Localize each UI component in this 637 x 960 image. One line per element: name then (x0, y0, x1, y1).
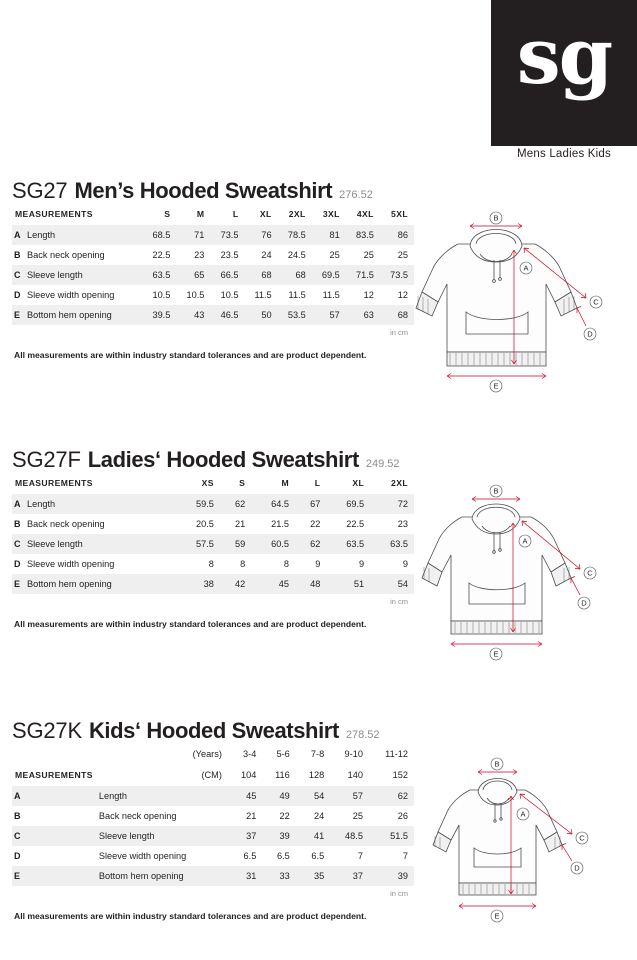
figure-label-b: B (493, 213, 499, 223)
table-row (12, 305, 414, 325)
row-value: 45 (251, 574, 295, 594)
row-value: 86 (380, 225, 414, 245)
tolerance-note: All measurements are within industry standard tolerances and are product dependent. (14, 619, 367, 629)
row-value: 10.5 (152, 290, 171, 300)
row-label: Sleeve length (24, 265, 142, 285)
row-key: D (14, 290, 21, 300)
row-value: 31 (228, 866, 262, 886)
row-value: 68 (244, 265, 277, 285)
size-header-cm: 128 (308, 770, 325, 780)
row-label: Bottom hem opening (24, 574, 176, 594)
row-value: 22 (310, 519, 321, 529)
figure-label-c: C (587, 568, 593, 578)
section-title-sg27k (10, 718, 627, 744)
size-header: S (164, 209, 171, 219)
kids-hoodie-diagram (414, 744, 626, 929)
table-row (12, 574, 414, 594)
size-header-years: 3-4 (243, 749, 257, 759)
row-value: 63 (346, 305, 380, 325)
table-row (12, 554, 414, 574)
row-value: 11.5 (254, 290, 272, 300)
product-code: SG27F (12, 447, 81, 472)
figure-sg27k (414, 744, 627, 929)
table-row (12, 225, 414, 245)
table-row (12, 826, 414, 846)
row-value: 69.5 (326, 494, 370, 514)
row-value: 39 (262, 826, 295, 846)
spec-table-wrap-sg27k (10, 744, 414, 922)
units-label: in cm (390, 597, 408, 606)
figure-label-d: D (587, 329, 593, 339)
measurements-header: MEASUREMENTS (15, 478, 93, 488)
row-value: 51 (326, 574, 370, 594)
row-value: 59 (220, 534, 251, 554)
row-key: E (12, 866, 96, 886)
size-header: 4XL (356, 209, 374, 219)
row-key: B (14, 519, 21, 529)
row-label: Length (24, 494, 176, 514)
figure-label-e: E (494, 911, 500, 921)
figure-label-c: C (579, 833, 585, 843)
size-header-years: 7-8 (310, 749, 325, 759)
row-value: 69.5 (312, 265, 346, 285)
row-value: 23.5 (220, 250, 239, 260)
product-code: SG27K (12, 718, 82, 743)
row-key: A (12, 786, 96, 806)
row-value: 22 (279, 811, 290, 821)
size-header-cm: 152 (392, 770, 408, 780)
row-value: 22.5 (152, 250, 171, 260)
tolerance-note: All measurements are within industry standard tolerances and are product dependent. (14, 350, 367, 360)
row-value: 48 (295, 574, 326, 594)
table-row (12, 494, 414, 514)
row-value: 43 (176, 305, 210, 325)
row-label: Back neck opening (98, 811, 177, 821)
figure-label-a: A (523, 263, 529, 273)
row-value: 76 (244, 225, 277, 245)
ladies-hoodie-diagram (414, 473, 626, 668)
product-name: Ladies‘ Hooded Sweatshirt (87, 447, 359, 472)
brand-logo-block (491, 0, 637, 146)
row-label: Back neck opening (27, 519, 105, 529)
units-label: in cm (390, 889, 408, 898)
row-value: 48.5 (330, 826, 369, 846)
product-code: SG27 (12, 178, 68, 203)
row-label: Length (24, 225, 142, 245)
row-value: 57.5 (176, 534, 220, 554)
row-value: 39 (369, 866, 414, 886)
table-row (12, 846, 414, 866)
row-value: 81 (312, 225, 346, 245)
row-value: 23 (397, 519, 408, 529)
row-value: 10.5 (186, 290, 205, 300)
row-value: 25 (329, 250, 340, 260)
row-value: 45 (228, 786, 262, 806)
row-value: 25 (352, 811, 363, 821)
product-name: Kids‘ Hooded Sweatshirt (88, 718, 339, 743)
table-header-row-cm (12, 765, 414, 786)
row-label: Bottom hem opening (24, 305, 142, 325)
size-header-years: 5-6 (276, 749, 290, 759)
row-value: 68.5 (142, 225, 176, 245)
row-value: 6.5 (311, 851, 325, 861)
row-value: 63.5 (326, 534, 370, 554)
row-value: 63.5 (142, 265, 176, 285)
row-value: 51.5 (369, 826, 414, 846)
row-value: 7 (357, 851, 363, 861)
figure-label-e: E (493, 649, 499, 659)
row-label: Sleeve width opening (98, 851, 187, 861)
size-header: S (239, 478, 246, 488)
size-header-cm: 140 (347, 770, 363, 780)
table-row (12, 514, 414, 534)
row-value: 83.5 (346, 225, 380, 245)
row-value: 33 (262, 866, 295, 886)
size-header: 3XL (322, 209, 340, 219)
row-value: 53.5 (278, 305, 312, 325)
cm-label: (CM) (201, 770, 222, 780)
brand-tagline: Mens Ladies Kids (517, 148, 611, 160)
size-header: XS (201, 478, 214, 488)
row-value: 72 (370, 494, 414, 514)
row-value: 57 (312, 305, 346, 325)
row-value: 21 (246, 811, 257, 821)
spec-table-wrap-sg27 (10, 204, 414, 361)
row-value: 68 (278, 265, 312, 285)
section-sg27 (0, 178, 637, 399)
product-price: 249.52 (365, 458, 400, 470)
row-label: Sleeve length (96, 826, 228, 846)
figure-label-a: A (522, 536, 528, 546)
row-value: 39.5 (142, 305, 176, 325)
row-value: 46.5 (210, 305, 244, 325)
row-label: Sleeve width opening (27, 290, 115, 300)
row-value: 60.5 (251, 534, 295, 554)
row-key: E (12, 305, 24, 325)
row-value: 57 (330, 786, 369, 806)
row-value: 9 (402, 559, 408, 569)
row-key: B (14, 250, 21, 260)
row-value: 62 (295, 534, 326, 554)
row-value: 50 (244, 305, 277, 325)
section-sg27f (0, 447, 637, 668)
measurements-header: MEASUREMENTS (15, 209, 93, 219)
row-value: 37 (330, 866, 369, 886)
spec-table-sg27f (12, 473, 414, 594)
row-value: 25 (397, 250, 408, 260)
figure-label-b: B (494, 759, 500, 769)
row-value: 12 (363, 290, 374, 300)
table-row (12, 245, 414, 265)
size-header: XL (352, 478, 365, 488)
figure-sg27 (414, 204, 627, 399)
size-header-cm: 116 (275, 770, 290, 780)
row-value: 9 (315, 559, 321, 569)
figure-label-d: D (574, 863, 580, 873)
table-row (12, 806, 414, 826)
row-value: 54 (296, 786, 330, 806)
row-value: 64.5 (251, 494, 295, 514)
product-price: 276.52 (339, 189, 373, 201)
row-key: D (14, 851, 21, 861)
section-sg27k (0, 718, 637, 929)
row-value: 37 (228, 826, 262, 846)
row-value: 7 (402, 851, 408, 861)
row-value: 12 (397, 290, 408, 300)
row-value: 21 (234, 519, 246, 529)
brand-logo-text: sg (516, 11, 612, 102)
size-header: M (281, 478, 290, 488)
row-label: Sleeve width opening (27, 559, 115, 569)
row-value: 73.5 (210, 225, 244, 245)
spec-table-wrap-sg27f (10, 473, 414, 630)
figure-label-d: D (581, 598, 587, 608)
row-key: C (12, 265, 24, 285)
row-value: 65 (176, 265, 210, 285)
row-value: 9 (359, 559, 365, 569)
size-header-cm: 104 (240, 770, 257, 780)
row-value: 62 (220, 494, 251, 514)
row-value: 24 (261, 250, 272, 260)
row-value: 26 (397, 811, 408, 821)
row-key: E (12, 574, 24, 594)
row-key: C (12, 826, 96, 846)
row-value: 11.5 (288, 290, 306, 300)
row-value: 6.5 (277, 851, 290, 861)
size-header: 5XL (391, 209, 408, 219)
row-key: A (12, 494, 24, 514)
figure-label-b: B (493, 486, 499, 496)
row-value: 8 (208, 559, 214, 569)
table-row (12, 866, 414, 886)
row-value: 8 (283, 559, 290, 569)
size-header: 2XL (288, 209, 306, 219)
section-title-sg27f (10, 447, 627, 473)
measurements-header: MEASUREMENTS (15, 770, 93, 780)
row-value: 22.5 (346, 519, 365, 529)
spec-table-sg27k (12, 744, 414, 886)
figure-label-e: E (493, 381, 499, 391)
figure-label-a: A (520, 809, 526, 819)
row-key: B (14, 811, 21, 821)
row-label: Back neck opening (27, 250, 105, 260)
table-header-row-years (12, 744, 414, 765)
years-label: (Years) (192, 749, 222, 759)
size-header: L (314, 478, 321, 488)
table-header-row (12, 204, 414, 225)
row-value: 49 (262, 786, 295, 806)
row-value: 67 (295, 494, 326, 514)
figure-label-c: C (593, 297, 599, 307)
row-value: 35 (296, 866, 330, 886)
row-value: 25 (363, 250, 374, 260)
row-key: D (14, 559, 21, 569)
table-row (12, 285, 414, 305)
row-value: 10.5 (220, 290, 239, 300)
row-value: 21.5 (271, 519, 290, 529)
row-value: 42 (220, 574, 251, 594)
size-header: L (232, 209, 239, 219)
row-value: 59.5 (176, 494, 220, 514)
figure-sg27f (414, 473, 627, 668)
row-key: C (12, 534, 24, 554)
size-header: 2XL (391, 478, 408, 488)
row-value: 73.5 (380, 265, 414, 285)
row-value: 71 (176, 225, 210, 245)
size-header: M (196, 209, 205, 219)
table-row (12, 786, 414, 806)
table-header-row (12, 473, 414, 494)
row-value: 8 (240, 559, 246, 569)
product-name: Men’s Hooded Sweatshirt (74, 178, 333, 203)
row-value: 78.5 (278, 225, 312, 245)
size-header: XL (259, 209, 272, 219)
row-value: 54 (370, 574, 414, 594)
row-value: 66.5 (210, 265, 244, 285)
table-row (12, 534, 414, 554)
row-value: 24 (313, 811, 325, 821)
size-header-years: 11-12 (385, 749, 408, 759)
row-value: 20.5 (196, 519, 214, 529)
units-label: in cm (390, 328, 408, 337)
row-key: A (12, 225, 24, 245)
row-value: 41 (296, 826, 330, 846)
table-row (12, 265, 414, 285)
row-label: Bottom hem opening (96, 866, 228, 886)
tolerance-note: All measurements are within industry standard tolerances and are product dependent. (14, 911, 367, 921)
row-value: 71.5 (346, 265, 380, 285)
row-value: 24.5 (287, 250, 306, 260)
section-title-sg27 (10, 178, 627, 204)
row-value: 23 (194, 250, 205, 260)
row-label: Sleeve length (24, 534, 176, 554)
row-value: 38 (176, 574, 220, 594)
product-price: 278.52 (345, 729, 380, 741)
row-label: Length (96, 786, 228, 806)
row-value: 62 (369, 786, 414, 806)
row-value: 11.5 (322, 290, 340, 300)
row-value: 6.5 (243, 851, 257, 861)
mens-hoodie-diagram (414, 204, 626, 399)
spec-table-sg27 (12, 204, 414, 325)
size-header-years: 9-10 (344, 749, 363, 759)
row-value: 68 (380, 305, 414, 325)
row-value: 63.5 (370, 534, 414, 554)
